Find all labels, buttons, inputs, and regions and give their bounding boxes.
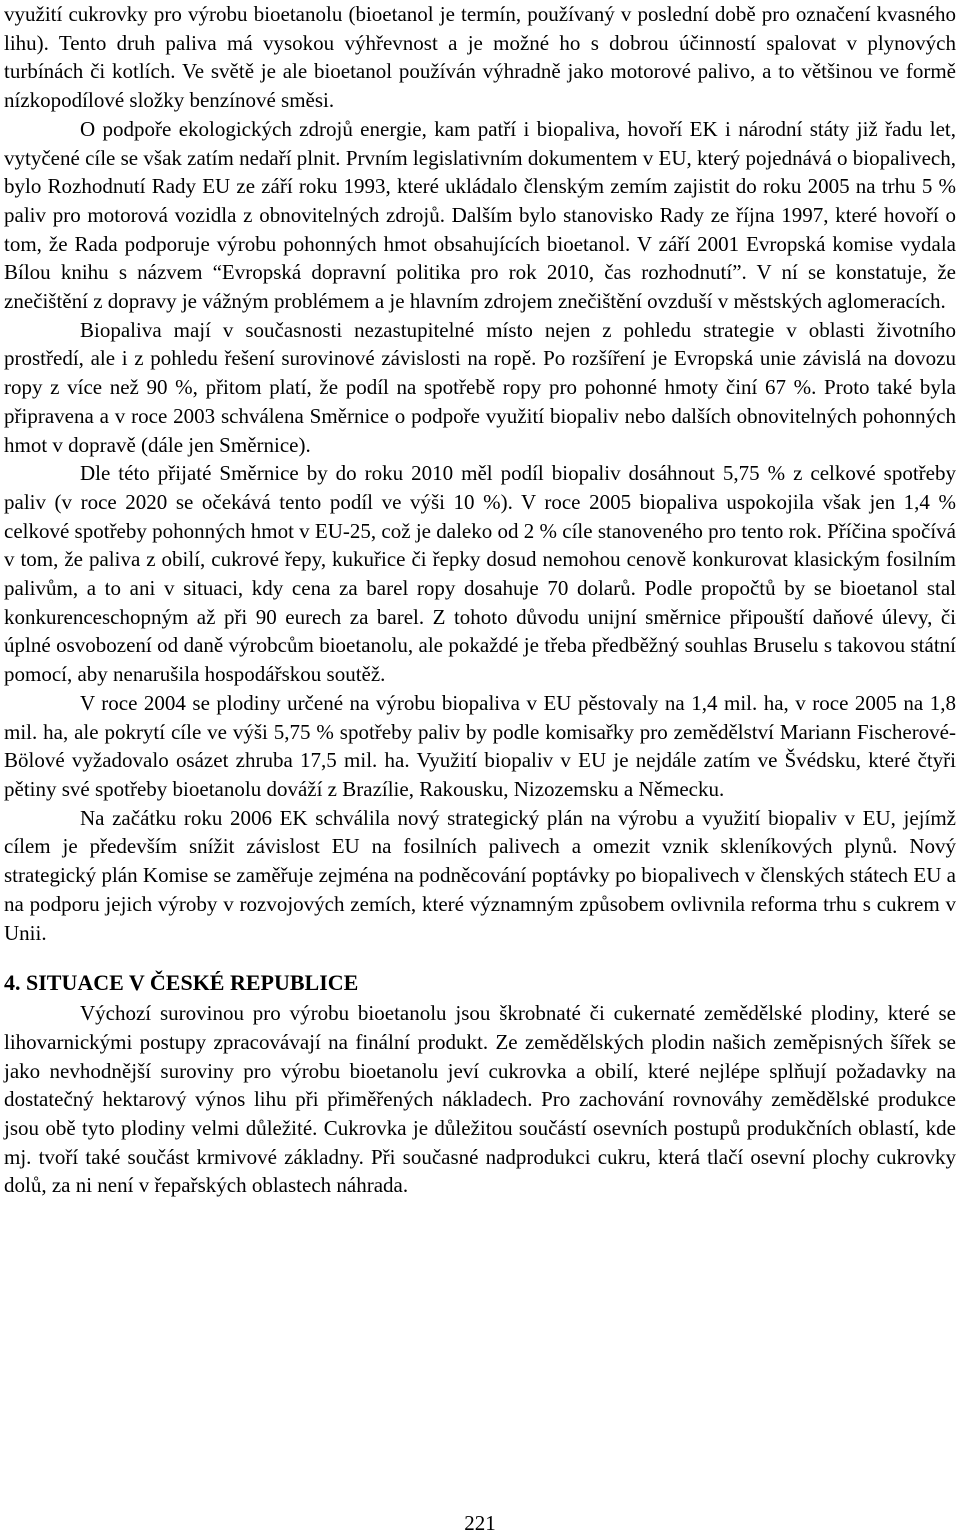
section-heading: 4. SITUACE V ČESKÉ REPUBLICE — [4, 970, 359, 996]
paragraph: Na začátku roku 2006 EK schválila nový strategický plán na výrobu a využití biopaliv v EU, jejímž cílem je především snížit závislost EU na fosilních palivech a omezit vznik skleníkových plynů. Nový strategický plán Komise se zaměřuje zejména na podněcování poptávky po biopalivech v členských státech EU a na podporu jejich výroby v rozvojových zemích, které významným způsobem ovlivnila reforma trhu s cukrem v Unii. — [4, 805, 956, 945]
paragraph: Dle této přijaté Směrnice by do roku 2010 měl podíl biopaliv dosáhnout 5,75 % z celkové spotřeby paliv (v roce 2020 se očekává tento podíl ve výši 10 %). V roce 2005 biopaliva uspokojila však jen 1,4 % celkové spotřeby pohonných hmot v EU-25, což je daleko od 2 % cíle stanoveného pro tento rok. Příčina spočívá v tom, že paliva z obilí, cukrové řepy, kukuřice či řepky dosud nemohou cenově konkurovat klasickým fosilním palivům, a to ani v situaci, kdy cena za barel ropy dosahuje 70 dolarů. Podle propočtů by se bioetanol stal konkurenceschopným až při 90 eurech za barel. Z tohoto důvodu unijní směrnice připouští daňové úlevy, či úplné osvobození od daně výrobcům bioetanolu, ale pokaždé je třeba předběžný souhlas Bruselu s takovou státní pomocí, aby nenarušila hospodářskou soutěž. — [4, 461, 956, 687]
paragraph: využití cukrovky pro výrobu bioetanolu (bioetanol je termín, používaný v poslední době pro označení kvasného lihu). Tento druh paliva má vysokou výhřevnost a je možné ho s dobrou účinností spalovat v plynových turbínách či kotlích. Ve světě je ale bioetanol používán výhradně jako motorové palivo, a to většinou ve formě nízkopodílové složky benzínové směsi. — [4, 2, 956, 113]
paragraph: O podpoře ekologických zdrojů energie, kam patří i biopaliva, hovoří EK i národní státy již řadu let, vytyčené cíle se však zatím nedaří plnit. Prvním legislativním dokumentem v EU, který pojednává o biopalivech, bylo Rozhodnutí Rady EU ze září roku 1993, které ukládalo členským zemím zajistit do roku 2005 na trhu 5 % paliv pro motorová vozidla z obnovitelných zdrojů. Dalším bylo stanovisko Rady ze října 1997, které hovoří o tom, že Rada podporuje výrobu pohonných hmot obsahujících bioetanol. V září 2001 Evropská komise vydala Bílou knihu s názvem “Evropská dopravní politika pro rok 2010, čas rozhodnutí”. V ní se konstatuje, že znečištění z dopravy je vážným problémem a je hlavním zdrojem znečištění ovzduší v městských aglomeracích. — [4, 116, 956, 314]
page-number: 221 — [464, 1511, 496, 1535]
paragraph: Biopaliva mají v současnosti nezastupitelné místo nejen z pohledu strategie v oblasti životního prostředí, ale i z pohledu řešení surovinové závislosti na ropě. Po rozšíření je Evropská unie závislá na dovozu ropy z více než 90 %, přitom platí, že podíl na spotřebě ropy pro pohonné hmoty činí 67 %. Proto také byla připravena a v roce 2003 schválena Směrnice o podpoře využití biopaliv nebo dalších obnovitelných pohonných hmot v dopravě (dále jen Směrnice). — [4, 317, 956, 457]
paragraph: V roce 2004 se plodiny určené na výrobu biopaliva v EU pěstovaly na 1,4 mil. ha, v roce 2005 na 1,8 mil. ha, ale pokrytí cíle ve výši 5,75 % spotřeby paliv by podle komisařky pro zemědělství Mariann Fischerové-Bölové vyžadovalo osázet zhruba 17,5 mil. ha. Využití biopaliv v EU je nejdále zatím ve Švédsku, které čtyři pětiny své spotřeby bioetanolu dováží z Brazílie, Rakousku, Nizozemsku a Německu. — [4, 690, 956, 801]
document-page — [4, 0, 956, 1200]
paragraph: Výchozí surovinou pro výrobu bioetanolu jsou škrobnaté či cukernaté zemědělské plodiny, které se lihovarnickými postupy zpracovávají na finální produkt. Ze zemědělských plodin našich zeměpisných šířek se jako nevhodnější suroviny pro výrobu bioetanolu jeví cukrovka a obilí, které nejlépe splňují požadavky na dostatečný hektarový výnos lihu při přiměřených nákladech. Pro zachování rovnováhy zemědělské produkce jsou obě tyto plodiny velmi důležité. Cukrovka je důležitou součástí osevních postupů produkčních oblastí, kde mj. tvoří také součást krmivové základny. Při současné nadprodukci cukru, která tlačí osevní plochy cukrovky dolů, za ni není v řepařských oblastech náhrada. — [4, 1001, 956, 1198]
